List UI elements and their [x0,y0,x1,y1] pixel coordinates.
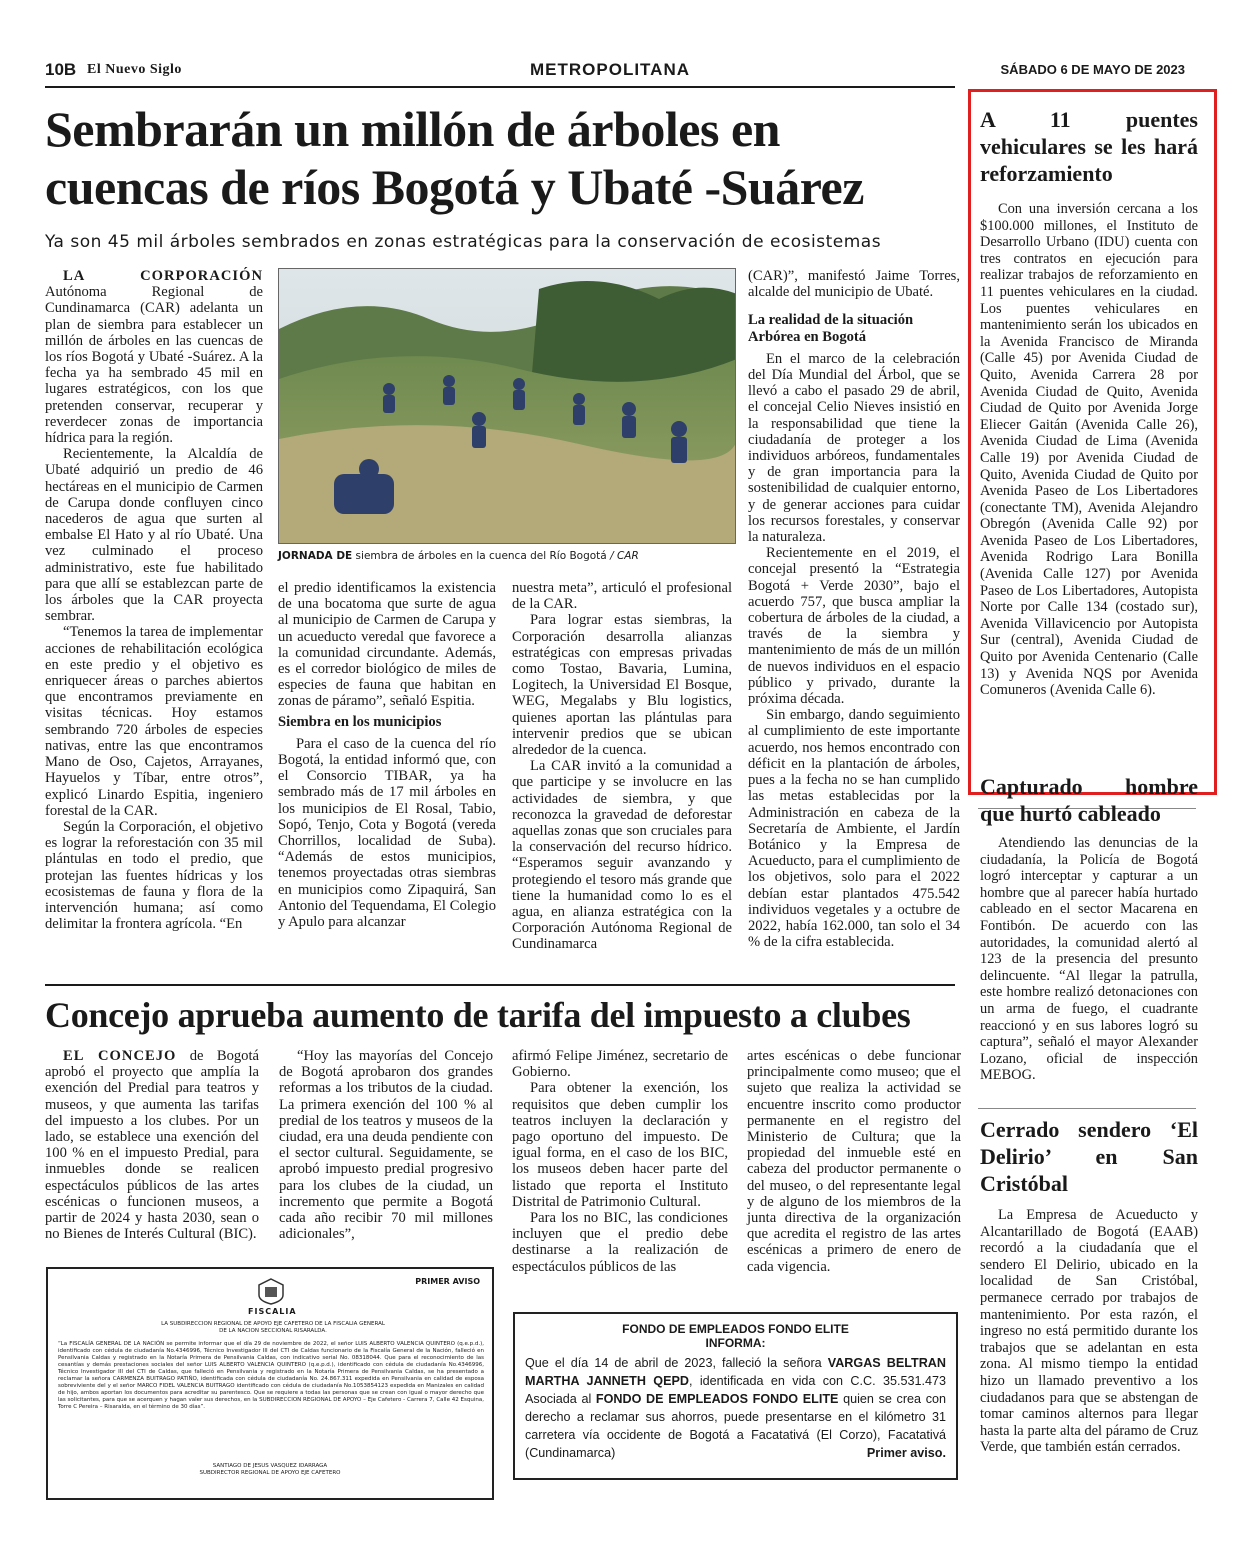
capture-article [980,773,1198,1084]
lead-caps: EL CONCEJO [63,1048,177,1064]
paragraph: afirmó Felipe Jiménez, secretario de Gobierno. [512,1048,728,1081]
issue-date: SÁBADO 6 DE MAYO DE 2023 [1000,62,1185,77]
notice-text: quien se crea con derecho a reclamar sus ahorros, puede presentarse en el kilómetro 31 carretera vía occidente de Bogotá a Facatativá (El Corzo), Facatativá (Cundinamarca) [525,1392,946,1460]
signer-name: SANTIAGO DE JESUS VASQUEZ IDARRAGA [212,1463,328,1469]
caption-text: siembra de árboles en la cuenca del Río Bogotá [352,550,607,562]
subheading: Siembra en los municipios [278,713,442,730]
tree-planting-photo [278,268,736,544]
paragraph: La CAR invitó a la comunidad a que participe y se involucre en las actividades de siembra, y que reconozca la gravedad de deforestar aquellas zonas que son cruciales para la conservación del recurso hídrico. “Esperamos seguir avanzando y protegiendo el tesoro más grande que tiene la humanidad como lo es el agua, en alianza estratégica con la Corporación Autónoma Regional de Cundinamarca [512,758,732,953]
paragraph: “Hoy las mayorías del Concejo de Bogotá aprobaron dos grandes reformas a los tributos de la ciudad. La primera exención del 100 % al predial de los teatros y museos de la ciudad, era una deuda pendiente con el sector cultural. Seguidamente, se aprobó impuesto predial progresivo para los clubes de la ciudad, un incremento que permite a Bogotá cada año recibir 70 mil millones adicionales”, [279,1048,493,1243]
bridges-headline: A 11 puentes vehiculares se les hará reforzamiento [980,107,1198,186]
paragraph: Para el caso de la cuenca del río Bogotá, la entidad informó que, con el Consorcio TIBAR, ya ha sembrado más de 17 mil árboles en los municipios de El Rosal, Tabio, Sopó, Tenjo, Cota y Bogotá (vereda Chorrillos, localidad de Suba). “Además de estos municipios, tenemos proyectadas otras siembras en municipios como Zipaquirá, San Antonio del Tequendama, El Colegio y Apulo para alcanzar [278,735,496,931]
notice-body: “La FISCALÍA GENERAL DE LA NACIÓN se permite informar que el día 29 de noviembre de 2022, el señor LUIS ALBERTO VALENCIA QUINTERO (q.e.p.d.), identificado con cédula de ciudadanía No.4346996, Técnico Investigador III del CTI de Caldas funcionario de la Fiscalía General de la Nación, falleció en Pensilvania Caldas y registrado en la Notaría Primera de Pensilvania Caldas, con indicativo serial No. 08318044. Que para el reconocimiento de las cesantías y demás prestaciones sociales del señor LUIS ALBERTO VALENCIA QUINTERO (q.e.p.d.), identificado con cédula de ciudadanía No.4346996, Técnico Investigador III del CTI de Caldas, que falleció en Pensilvania y registrado en la Notaría Primera de Pensilvania Caldas, se ha presentado a reclamar la señora CARMENZA BUITRAGO PATIÑO, identificada con cédula de ciudadanía No. 24.867.311 expedida en Pensilvania en calidad de esposa sobreviviente del y el señor MARCO FIDEL VALENCIA BUITRAGO identificado con cédula de ciudadanía No.1053854123 expedida en Manizales en calidad de hijo, ambos aportan los documentos para acreditar su parentesco. Que se requiere a todas las personas que se crean con igual o mayor derecho que las solicitantes, para que se acerquen y hagan valer sus derechos, en la SUBDIRECCION REGIONAL DE APOYO – Eje Cafetero - Carrera 7, Calle 42 Esquina, Torre C Pereira – Risaralda, en el término de 30 días”. [58,1341,484,1410]
main-column-2 [278,580,496,930]
sidebar-divider [978,1108,1196,1109]
main-headline: Sembrarán un millón de árboles en cuencas de ríos Bogotá y Ubaté -Suárez [45,101,864,215]
paragraph: Recientemente en el 2019, el concejal presentó la “Estrategia Bogotá + Verde 2030”, bajo el acuerdo 757, que busca ampliar la cobertura de árboles de la ciudad, a través de la siembra y mantenimiento de más de un millón de nuevos individuos en el espacio público y privado, durante la próxima década. [748,545,960,708]
paragraph: Para los no BIC, las condiciones incluyen que el predio debe destinarse a la realización de espectáculos públicos de las [512,1210,728,1275]
paragraph: de Bogotá aprobó el proyecto que amplía la exención del Predial para teatros y museos, y que aumenta las tarifas del impuesto a los clubes. Por un lado, se establece una exención del 100 % en el impuesto Predial, para inmuebles donde se realicen espectáculos públicos de las artes escénicas o funcionen museos, a partir de 2024 y hasta 2030, sean o no Bienes de Interés Cultural (BIC). [45,1048,259,1243]
paragraph: Sin embargo, dando seguimiento al cumplimiento de este importante acuerdo, nos hemos encontrado con déficit en la plantación de árboles, pues a la fecha no se han cumplido las metas establecidas por la Administración en cabeza de la Secretaría de Ambiente, el Jardín Botánico y la Empresa de Acueducto, para el cumplimiento de los objetivos, solo para el 2022 debían estar plantados 475.542 individuos vegetales y a octubre de 2022, había 162.000, tan solo el 34 % de la cifra establecida. [748,707,960,951]
paragraph: (CAR)”, manifestó Jaime Torres, alcalde del municipio de Ubaté. [748,268,960,301]
main-column-3 [512,580,732,953]
notice-text: , identificada en vida con C.C. 35.531.473 Asociada al [525,1374,946,1406]
main-column-4 [748,268,960,950]
concejo-headline: Concejo aprueba aumento de tarifa del impuesto a clubes [45,995,911,1035]
concejo-column-3 [512,1048,728,1275]
sendero-headline: Cerrado sendero ‘El Delirio’ en San Cristóbal [980,1117,1198,1196]
newspaper-brand: El Nuevo Siglo [87,62,182,77]
concejo-column-2 [279,1048,493,1242]
fiscalia-logo-text: FISCALIA [248,1307,297,1316]
paragraph: Para lograr estas siembras, la Corporación desarrolla alianzas estratégicas con empresas privadas como Tostao, Bavaria, Lumina, Logitech, la Universidad El Bosque, WEG, Megalabs y Blu logistics, quienes aportan las plántulas para intervenir predios que se ubican alrededor de la cuenca. [512,612,732,759]
signer-title: SUBDIRECTOR REGIONAL DE APOYO EJE CAFETERO [199,1470,341,1476]
section-title: METROPOLITANA [530,60,691,79]
capture-headline: Capturado hombre que hurtó cableado [980,774,1198,826]
photo-caption [278,550,639,562]
bridges-article [980,106,1198,699]
fiscalia-seal-icon [253,1277,289,1305]
concejo-column-4 [747,1048,961,1275]
paragraph: Atendiendo las denuncias de la ciudadanía, la Policía de Bogotá logró interceptar y capturar a un hombre que al parecer había hurtado cableado en el sector Macarena en Fontibón. De acuerdo con las autoridades, la comunidad alertó al 123 de la presencia del presunto delincuente. “Al llegar la patrulla, este hombre realizó detonaciones con un arma de fuego, el cuadrante reaccionó y en sus labores logró su captura”, señaló el mayor Alexander Lozano, oficial de inspección MEBOG. [980,835,1198,1084]
header-rule [45,86,955,88]
notice-tag: Primer aviso. [866,1446,946,1460]
fondo-elite-notice [513,1312,958,1480]
notice-title: FONDO DE EMPLEADOS FONDO ELITE [622,1322,849,1336]
caption-lead: JORNADA DE [278,550,353,562]
notice-heading: LA SUBDIRECCION REGIONAL DE APOYO EJE CAFETERO DE LA FISCALIA GENERAL DE LA NACION SECCIONAL RISARALDA. [161,1321,385,1334]
paragraph: artes escénicas o debe funcionar principalmente como museo; que el sujeto que realiza la actividad se encuentre inscrito como productor permanente en el registro del Ministerio de Cultura; que la propiedad del inmueble esté en cabeza del productor permanente o del museo, o del representante legal y de alguno de los miembros de la junta directiva de la organización que acredita el registro de las artes escénicas a primero de enero de cada vigencia. [747,1048,961,1275]
paragraph: Según la Corporación, el objetivo es lograr la reforestación con 35 mil plántulas en todo el predio, que protejan las fuentes hídricas y los ecosistemas de fauna y flora de la intervención humana; así como delimitar la frontera agrícola. “En [45,818,263,933]
paragraph: el predio identificamos la existencia de una bocatoma que surte de agua al municipio de Carmen de Carupa y un acueducto veredal que favorece a la comunidad circundante. Además, es el corredor biológico de miles de especies de fauna que habitan en zonas de páramo”, señaló Espitia. [278,580,496,710]
paragraph: Recientemente, la Alcaldía de Ubaté adquirió un predio de 46 hectáreas en el municipio de Carmen de Carupa donde confluyen cinco nacederos de agua que surten al embalse El Hato y al río Ubaté. Una vez culminado el proceso administrativo, este fue habilitado para que allí se establezcan parte de los árboles que la CAR proyecta sembrar. [45,446,263,625]
notice-text: Que el día 14 de abril de 2023, falleció la señora [525,1356,828,1370]
fiscalia-notice [46,1267,494,1500]
paragraph: “Tenemos la tarea de implementar acciones de rehabilitación ecológica en este predio y el objetivo es enriquecer áreas o parches abiertos que encontramos previamente en visitas técnicas. Hoy estamos sembrando 720 árboles de especies nativas, entre las que encontramos Mano de Oso, Cajetos, Arrayanes, Hayuelos y Tíbar, entre otros”, explicó Linardo Espitia, ingeniero forestal de la CAR. [45,624,263,819]
sendero-article [980,1116,1198,1456]
notice-tag: PRIMER AVISO [415,1277,480,1286]
paragraph: Para obtener la exención, los requisitos que deben cumplir los teatros incluyen la declaración y pago oportuno del impuesto. De igual forma, en el caso de los BIC, los museos deben hacer parte del listado que reporta el Instituto Distrital de Patrimonio Cultural. [512,1080,728,1210]
section-divider [45,984,955,986]
page-header [45,60,1195,84]
paragraph: La Empresa de Acueducto y Alcantarillado de Bogotá (EAAB) recordó a la ciudadanía que el sendero El Delirio, ubicado en la localidad de San Cristóbal, permanece cerrado por trabajos de mantenimiento. Por esta razón, el ingreso no está permitido durante los trabajos que se adelantan en esta zona. Al mismo tiempo la entidad hizo un llamado preventivo a los ciudadanos para que se abstengan de tomar caminos alternos para llegar hasta la parte alta del páramo de Cruz Verde, que también están cerrados. [980,1207,1198,1456]
main-column-1 [45,268,263,932]
page-number: 10B [45,60,77,79]
concejo-column-1 [45,1048,259,1242]
paragraph: Con una inversión cercana a los $100.000 millones, el Instituto de Desarrollo Urbano (IDU) cuenta con tres contratos en ejecución para realizar trabajos de reforzamiento en 11 puentes vehiculares en la ciudad. Los puentes vehiculares en mantenimiento serán los ubicados en la Avenida Francisco de Miranda (Calle 45) por Avenida Ciudad de Quito, Avenida Carrera 28 por Avenida Ciudad de Quito, Avenida Ciudad de Quito por Avenida Jorge Eliecer Gaitán (Avenida Calle 26), Avenida Ciudad de Lima (Avenida Calle 19) por Avenida Ciudad de Quito, Avenida Ciudad de Quito por Avenida Paseo de Los Libertadores (conectante TM), Avenida Alejandro Obregón (Avenida Calle 92) por Avenida Paseo de Los Libertadores, Avenida Rodrigo Lara Bonilla (Avenida Calle 127) por Avenida Paseo de Los Libertadores, Autopista Norte por Calle 134 (costado sur), Avenida Villavicencio por Autopista Sur (central), Avenida Ciudad de Quito por Avenida Centenario (Calle 13) y Avenida NQS por Avenida Comuneros (Avenida Calle 6). [980,201,1198,699]
notice-informa: INFORMA: [705,1336,766,1350]
notice-body [515,1350,956,1462]
paragraph: En el marco de la celebración del Día Mundial del Árbol, que se llevó a cabo el pasado 29 de abril, el concejal Celio Nieves insistió en la responsabilidad que tiene la ciudadanía de proteger a los individuos arbóreos, fundamentales y de gran importancia para la sostenibilidad de cualquier entorno, y de generar acciones para cuidar los recursos forestales, y conservar la naturaleza. [748,350,960,546]
notice-signature [48,1463,492,1477]
fund-name: FONDO DE EMPLEADOS FONDO ELITE [595,1392,839,1406]
paragraph: Autónoma Regional de Cundinamarca (CAR) adelanta un plan de siembra para establecer un millón de árboles en las cuencas de los ríos Bogotá y Ubaté -Suárez. A la fecha ya ha sembrado 45 mil en lugares estratégicos, con los que pretenden conservar, recuperar y reverdecer zonas de importancia hídrica para la región. [45,284,263,447]
subheading: La realidad de la situación Arbórea en Bogotá [748,312,914,345]
main-subtitle: Ya son 45 mil árboles sembrados en zonas estratégicas para la conservación de ecosistemas [45,232,882,252]
deceased-name: VARGAS BELTRAN MARTHA JANNETH QEPD [525,1356,946,1388]
photo-credit: / CAR [606,550,639,562]
paragraph: nuestra meta”, articuló el profesional de la CAR. [512,580,732,613]
lead-caps: LA CORPORACIÓN [63,268,263,284]
